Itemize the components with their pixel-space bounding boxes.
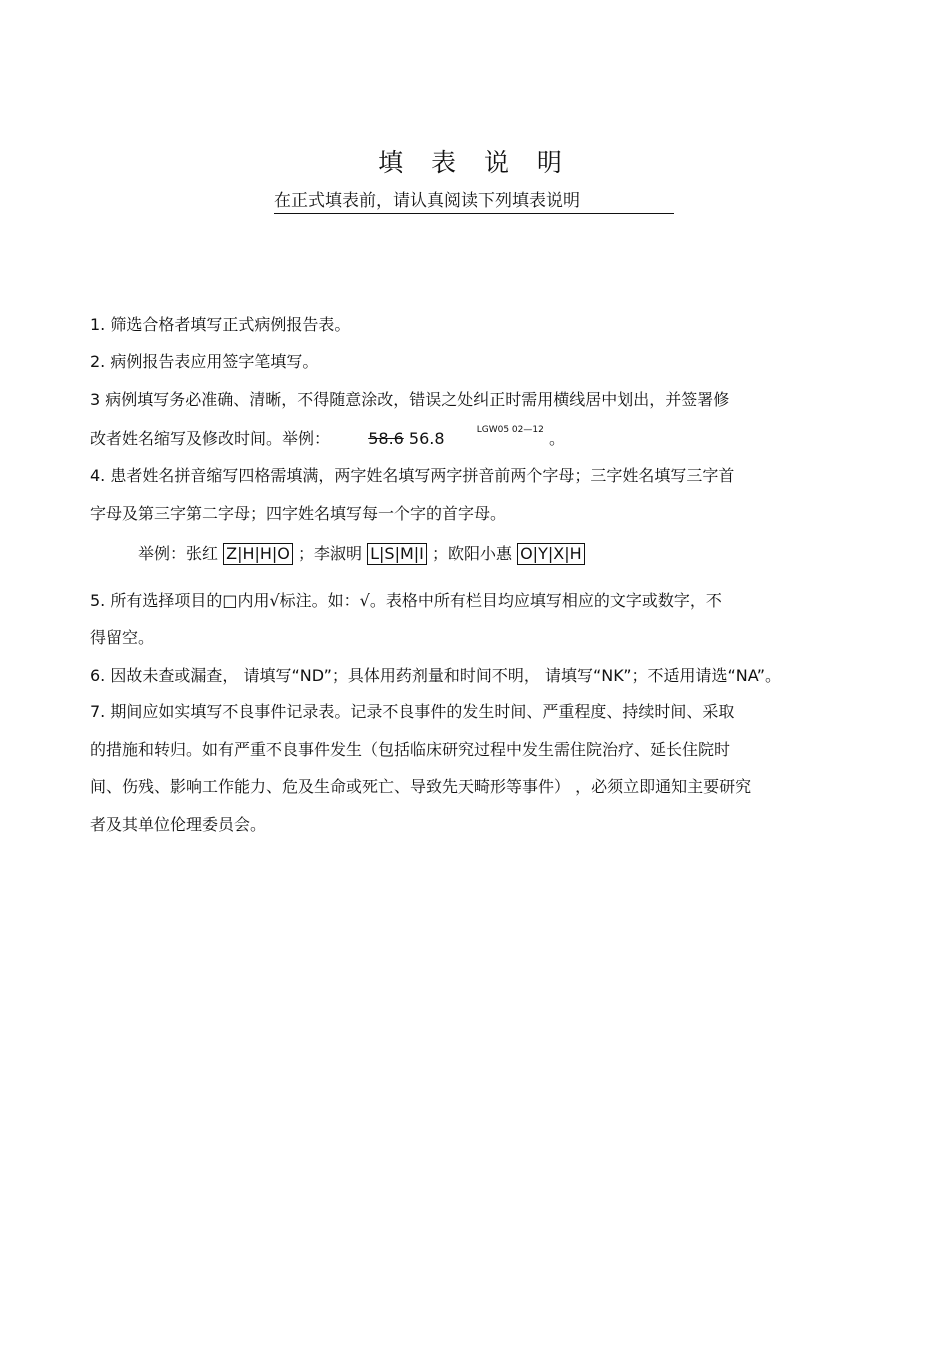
instruction-7-line-1: 7. 期间应如实填写不良事件记录表。记录不良事件的发生时间、严重程度、持续时间、采取	[90, 702, 735, 721]
instruction-7-line-3: 间、伤残、影响工作能力、危及生命或死亡、导致先天畸形等事件） ，必须立即通知主要研究	[90, 777, 752, 796]
instruction-7-line-4: 者及其单位伦理委员会。	[90, 815, 267, 834]
instruction-5-line-1: 5. 所有选择项目的□内用√标注。如：√。表格中所有栏目均应填写相应的文字或数字，不	[90, 591, 722, 610]
instruction-2: 2. 病例报告表应用签字笔填写。	[90, 352, 319, 371]
name-abbreviation-examples	[138, 543, 585, 565]
corrected-value: 56.8	[408, 429, 445, 448]
instruction-1: 1. 筛选合格者填写正式病例报告表。	[90, 315, 351, 334]
struck-old-value: 58.6	[368, 429, 404, 448]
instruction-5-line-2: 得留空。	[90, 628, 155, 647]
page-subtitle: 在正式填表前，请认真阅读下列填表说明	[274, 186, 674, 214]
instruction-3-line-2	[90, 425, 565, 453]
period: 。	[548, 429, 565, 448]
example-separator: ；欧阳小惠	[431, 544, 512, 563]
page-title: 填 表 说 明	[378, 148, 572, 177]
instruction-4-line-2: 字母及第三字第二字母；四字姓名填写每一个字的首字母。	[90, 504, 507, 523]
instruction-4-line-1: 4. 患者姓名拼音缩写四格需填满，两字姓名填写两字拼音前两个字母；三字姓名填写三字首	[90, 466, 735, 485]
instruction-3-example-prefix: 改者姓名缩写及修改时间。举例：	[90, 429, 331, 448]
signature-date-note: LGW05 02—12	[476, 425, 544, 435]
instruction-6: 6. 因故未查或漏查， 请填写“ND”；具体用药剂量和时间不明， 请填写“NK”；不适用请选“NA”。	[90, 666, 782, 685]
example-code-box: Z|H|H|O	[223, 543, 293, 565]
example-code-box: O|Y|X|H	[517, 543, 585, 565]
example-code-box: L|S|M|I	[367, 543, 427, 565]
example-separator: ；李淑明	[298, 544, 363, 563]
example-label: 举例：张红	[138, 544, 219, 563]
instruction-3-line-1: 3 病例填写务必准确、清晰，不得随意涂改，错误之处纠正时需用横线居中划出，并签署修	[90, 390, 730, 409]
instruction-7-line-2: 的措施和转归。如有严重不良事件发生（包括临床研究过程中发生需住院治疗、延长住院时	[90, 740, 731, 759]
